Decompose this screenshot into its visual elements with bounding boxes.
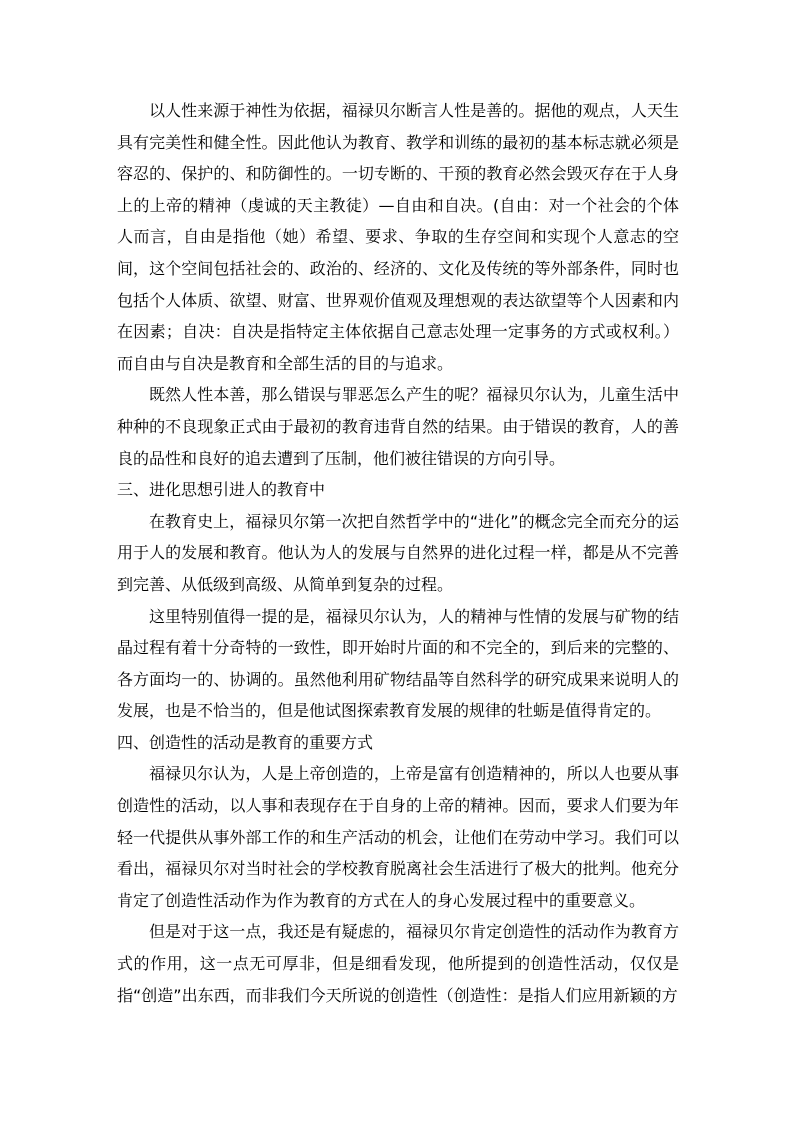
document-page (117, 95, 679, 1011)
paragraph-creative-activity: 福禄贝尔认为，人是上帝创造的，上帝是富有创造精神的，所以人也要从事创造性的活动，以人事和表现存在于自身的上帝的精神。因而，要求人们要为年轻一代提供从事外部工作的和生产活动的机会，让他们在劳动中学习。我们可以看出，福禄贝尔对当时社会的学校教育脱离社会生活进行了极大的批判。他充分肯定了创造性活动作为作为教育的方式在人的身心发展过程中的重要意义。 (117, 764, 679, 910)
paragraph-human-nature: 以人性来源于神性为依据，福禄贝尔断言人性是善的。据他的观点，人天生具有完美性和健全性。因此他认为教育、教学和训练的最初的基本标志就必须是容忍的、保护的、和防御性的。一切专断的、干预的教育必然会毁灭存在于人身上的上帝的精神（虔诚的天主教徒）—自由和自决。(自由：对一个社会的个体人而言，自由是指他（她）希望、要求、争取的生存空间和实现个人意志的空间，这个空间包括社会的、政治的、经济的、文化及传统的等外部条件，同时也包括个人体质、欲望、财富、世界观价值观及理想观的表达欲望等个人因素和内在因素；自决：自决是指特定主体依据自己意志处理一定事务的方式或权利。）而自由与自决是教育和全部生活的目的与追求。 (117, 101, 679, 373)
paragraph-evolution-concept: 在教育史上，福禄贝尔第一次把自然哲学中的“进化”的概念完全而充分的运用于人的发展和教育。他认为人的发展与自然界的进化过程一样，都是从不完善到完善、从低级到高级、从简单到复杂的过程。 (117, 511, 679, 594)
section-heading-evolution: 三、进化思想引进人的教育中 (117, 480, 326, 500)
section-heading-creative-activity: 四、创造性的活动是教育的重要方式 (117, 732, 374, 752)
paragraph-author-doubts: 但是对于这一点，我还是有疑虑的，福禄贝尔肯定创造性的活动作为教育方式的作用，这一点无可厚非，但是细看发现，他所提到的创造性活动，仅仅是指“创造”出东西，而非我们今天所说的创造性（创造性：是指人们应用新颖的方 (117, 922, 679, 1005)
paragraph-origin-of-error: 既然人性本善，那么错误与罪恶怎么产生的呢？福禄贝尔认为，儿童生活中种种的不良现象正式由于最初的教育违背自然的结果。由于错误的教育，人的善良的品性和良好的追去遭到了压制，他们被往错误的方向引导。 (117, 385, 679, 468)
paragraph-crystal-analogy: 这里特别值得一提的是，福禄贝尔认为，人的精神与性情的发展与矿物的结晶过程有着十分奇特的一致性，即开始时片面的和不完全的，到后来的完整的、各方面均一的、协调的。虽然他利用矿物结晶等自然科学的研究成果来说明人的发展，也是不恰当的，但是他试图探索教育发展的规律的牡蛎是值得肯定的。 (117, 606, 679, 721)
